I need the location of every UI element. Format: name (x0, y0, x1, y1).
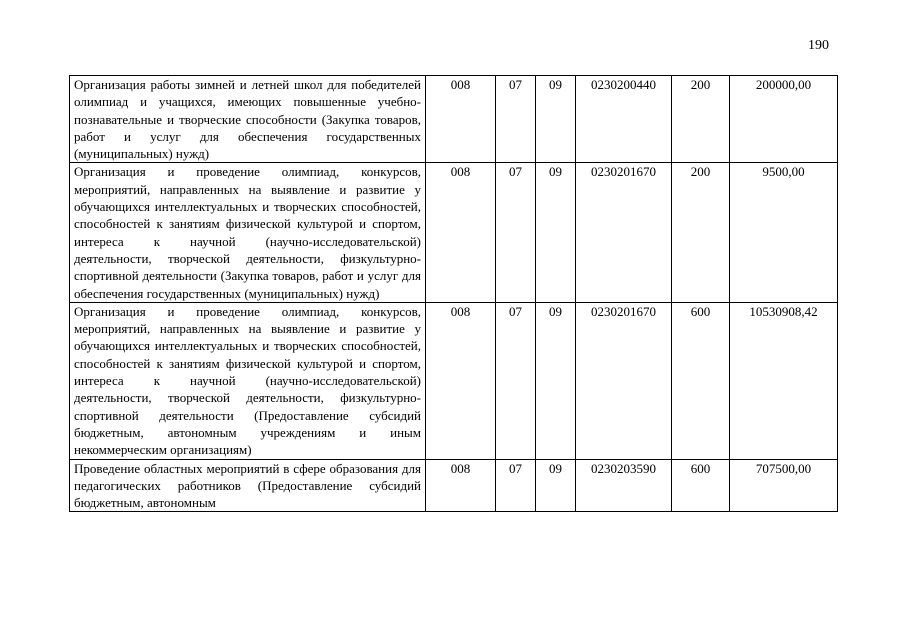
table-row (70, 76, 838, 163)
budget-table (69, 75, 838, 512)
target-article-code: 0230201670 (576, 163, 672, 302)
table-row (70, 302, 838, 459)
ministry-code: 008 (426, 459, 496, 511)
expense-type-code: 200 (672, 163, 730, 302)
amount: 9500,00 (730, 163, 838, 302)
row-description: Организация работы зимней и летней школ для победителей олимпиад и учащихся, имеющих повышенные учебно-познавательные и творческие способности (Закупка товаров, работ и услуг для обеспечения государственных (муниципальных) нужд) (70, 76, 426, 163)
expense-type-code: 200 (672, 76, 730, 163)
target-article-code: 0230200440 (576, 76, 672, 163)
section-code: 07 (496, 163, 536, 302)
target-article-code: 0230201670 (576, 302, 672, 459)
expense-type-code: 600 (672, 302, 730, 459)
row-description: Организация и проведение олимпиад, конкурсов, мероприятий, направленных на выявление и развитие у обучающихся интеллектуальных и творческих способностей, способностей к занятиям физической культурой и спортом, интереса к научной (научно-исследовательской) деятельности, творческой деятельности, физкультурно-спортивной деятельности (Предоставление субсидий бюджетным, автономным учреждениям и иным некоммерческим организациям) (70, 302, 426, 459)
ministry-code: 008 (426, 76, 496, 163)
subsection-code: 09 (536, 163, 576, 302)
row-description-cell (70, 459, 426, 511)
row-description: Организация и проведение олимпиад, конкурсов, мероприятий, направленных на выявление и развитие у обучающихся интеллектуальных и творческих способностей, способностей к занятиям физической культурой и спортом, интереса к научной (научно-исследовательской) деятельности, творческой деятельности, физкультурно-спортивной деятельности (Закупка товаров, работ и услуг для обеспечения государственных (муниципальных) нужд) (70, 163, 426, 302)
section-code: 07 (496, 76, 536, 163)
ministry-code: 008 (426, 163, 496, 302)
target-article-code: 0230203590 (576, 459, 672, 511)
subsection-code: 09 (536, 459, 576, 511)
amount: 200000,00 (730, 76, 838, 163)
page-number: 190 (808, 38, 829, 53)
subsection-code: 09 (536, 302, 576, 459)
table-row (70, 163, 838, 302)
section-code: 07 (496, 302, 536, 459)
row-description: Проведение областных мероприятий в сфере образования для педагогических работников (Предоставление субсидий бюджетным, автономным (74, 460, 421, 511)
amount: 707500,00 (730, 459, 838, 511)
table-row (70, 459, 838, 511)
section-code: 07 (496, 459, 536, 511)
amount: 10530908,42 (730, 302, 838, 459)
ministry-code: 008 (426, 302, 496, 459)
subsection-code: 09 (536, 76, 576, 163)
expense-type-code: 600 (672, 459, 730, 511)
